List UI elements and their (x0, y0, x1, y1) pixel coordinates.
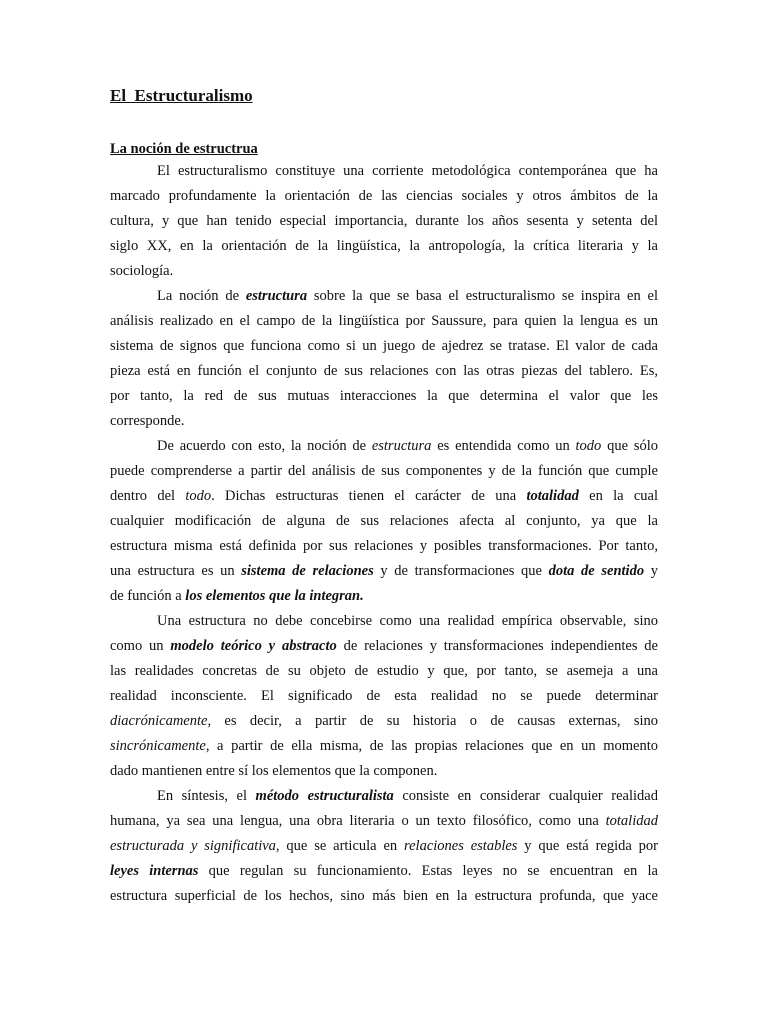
text-line (157, 287, 658, 305)
text-line (110, 487, 658, 505)
text-run: humana, ya sea una lengua, una obra literaria o un texto filosófico, como una (110, 813, 606, 829)
text-line (110, 862, 658, 880)
text-line (110, 187, 658, 205)
text-run: pieza está en función el conjunto de sus relaciones con las otras piezas del tablero. Es, (110, 363, 658, 379)
text-run: dado mantienen entre sí los elementos que la componen. (110, 763, 438, 779)
text-line (110, 212, 658, 230)
text-line (157, 612, 658, 630)
text-run: estructura superficial de los hechos, sino más bien en la estructura profunda, que yace (110, 888, 658, 904)
text-run: análisis realizado en el campo de la lingüística por Saussure, para quien la lengua es un (110, 313, 658, 329)
text-line (110, 587, 658, 605)
text-run: realidad inconsciente. El significado de esta realidad no se puede determinar (110, 688, 658, 704)
text-run: y de transformaciones que (373, 563, 549, 579)
text-run: En síntesis, el (157, 788, 256, 804)
text-line (110, 362, 658, 380)
text-run: de relaciones y transformaciones independientes de (336, 638, 658, 654)
text-run: sistema de signos que funciona como si un juego de ajedrez se tratase. El valor de cada (110, 338, 658, 354)
text-line (157, 162, 658, 180)
text-run: diacrónicamente, (110, 713, 212, 729)
text-line (110, 462, 658, 480)
text-run: . Dichas estructuras tienen el carácter de una (211, 488, 527, 504)
text-run: totalidad (605, 813, 658, 829)
text-run: El estructuralismo constituye una corriente metodológica contemporánea que ha (157, 163, 658, 179)
text-run: estructura (371, 438, 432, 454)
text-run: las realidades concretas de su objeto de estudio y que, por tanto, se asemeja a una (110, 663, 658, 679)
text-line (110, 887, 658, 905)
text-run: y (644, 563, 658, 579)
text-run: modelo teórico y abstracto (170, 638, 337, 654)
text-run: es decir, a partir de su historia o de causas externas, sino (211, 713, 658, 729)
text-run: sistema de relaciones (241, 563, 374, 579)
text-run: que se articula en (279, 838, 405, 854)
text-run: totalidad (526, 488, 579, 504)
text-run: Una estructura no debe concebirse como una realidad empírica observable, sino (157, 613, 658, 629)
text-run: puede comprenderse a partir del análisis de sus componentes y de la función que cumple (110, 463, 658, 479)
section-heading: La noción de estructrua (110, 141, 258, 157)
text-line (110, 562, 658, 580)
text-line (110, 737, 658, 755)
text-run: todo (185, 488, 212, 504)
text-run: relaciones estables (404, 838, 518, 854)
text-run: leyes internas (110, 863, 199, 879)
text-run: marcado profundamente la orientación de las ciencias sociales y otros ámbitos de la (110, 188, 658, 204)
text-line (110, 812, 658, 830)
text-run: sobre la que se basa el estructuralismo se inspira en el (307, 288, 658, 304)
text-line (110, 662, 658, 680)
text-run: estructura misma está definida por sus relaciones y posibles transformaciones. Por tanto, (110, 538, 658, 554)
text-run: que sólo (601, 438, 658, 454)
text-run: y que está regida por (517, 838, 659, 854)
text-line (110, 312, 658, 330)
document-title: El Estructuralismo (110, 86, 253, 105)
text-run: estructura (245, 288, 308, 304)
text-line (110, 687, 658, 705)
text-line (110, 387, 658, 405)
text-line (110, 537, 658, 555)
text-line (110, 412, 658, 430)
text-line (110, 762, 658, 780)
text-run: como un (110, 638, 171, 654)
text-run: corresponde. (110, 413, 185, 429)
text-run: una estructura es un (110, 563, 242, 579)
text-run: , a partir de ella misma, de las propias relaciones que en un momento (205, 738, 658, 754)
text-run: método estructuralista (255, 788, 394, 804)
text-run: cualquier modificación de alguna de sus relaciones afecta al conjunto, ya que la (110, 513, 658, 529)
text-run: cultura, y que han tenido especial importancia, durante los años sesenta y setenta del (110, 213, 658, 229)
text-run: en la cual (578, 488, 658, 504)
text-line (110, 837, 658, 855)
text-run: de función a (110, 588, 186, 604)
text-line (110, 237, 658, 255)
text-run: dentro del (110, 488, 186, 504)
text-line (110, 262, 658, 280)
text-line (110, 512, 658, 530)
text-run: sincrónicamente (110, 738, 206, 754)
text-run: que regulan su funcionamiento. Estas leyes no se encuentran en la (198, 863, 658, 879)
text-run: estructurada y significativa, (110, 838, 280, 854)
text-line (110, 712, 658, 730)
text-line (110, 637, 658, 655)
text-line (110, 337, 658, 355)
text-line (157, 787, 658, 805)
text-run: los elementos que la integran. (185, 588, 364, 604)
text-run: De acuerdo con esto, la noción de (157, 438, 372, 454)
text-run: La noción de (157, 288, 246, 304)
text-run: por tanto, la red de sus mutuas interacciones la que determina el valor que les (110, 388, 658, 404)
text-run: consiste en considerar cualquier realidad (393, 788, 658, 804)
text-run: siglo XX, en la orientación de la lingüística, la antropología, la crítica literaria y la (110, 238, 658, 254)
text-run: dota de sentido (548, 563, 645, 579)
text-run: es entendida como un (431, 438, 576, 454)
text-line (157, 437, 658, 455)
text-run: todo (575, 438, 602, 454)
text-run: sociología. (110, 263, 174, 279)
